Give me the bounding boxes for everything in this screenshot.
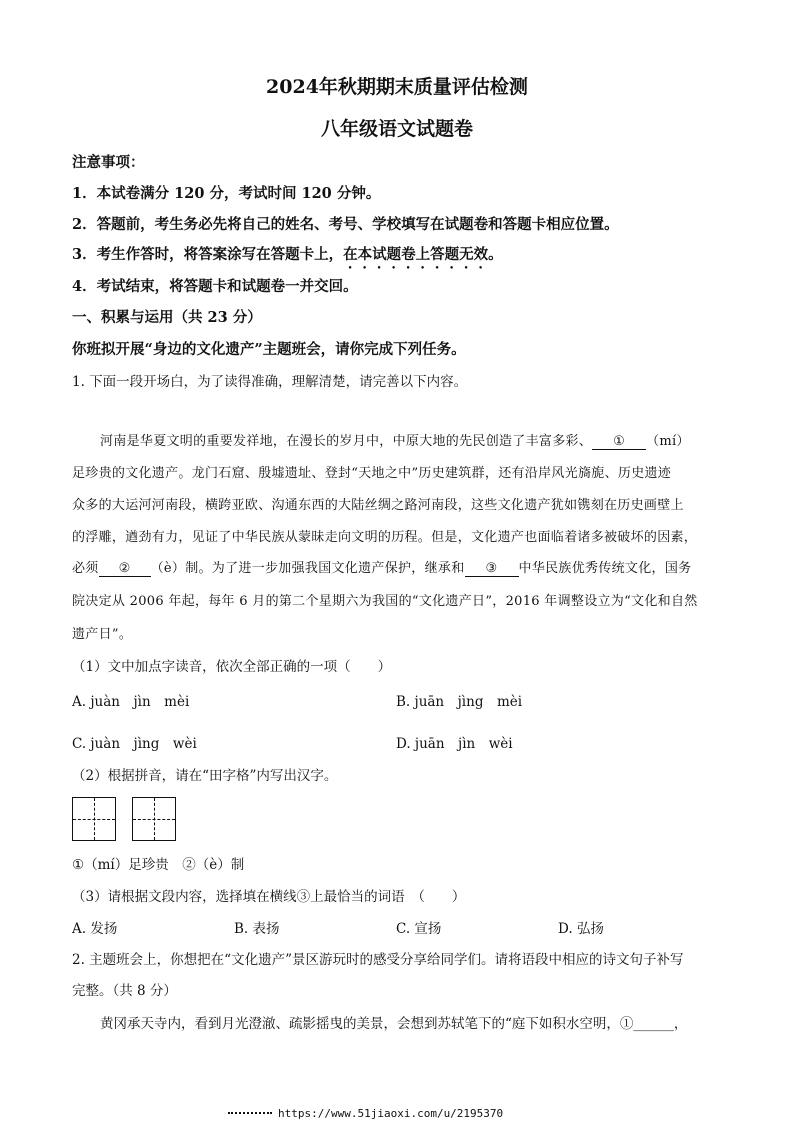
note-3-end: 。 (488, 246, 503, 263)
passage-text: 河南是华夏文明的重要发祥地，在漫长的岁月中，中原大地的先民创造了丰富多彩、 (100, 434, 593, 449)
q2-stem-line-2: 完整。（共 8 分） (72, 983, 177, 999)
footer-url (228, 1107, 503, 1120)
q1-stem: 1. 下面一段开场白，为了读得准确，理解清楚，请完善以下内容。 (72, 374, 468, 390)
blank-2: ② (99, 561, 151, 577)
section-heading: 一、积累与运用（共 23 分） (72, 309, 262, 326)
exam-subtitle: 八年级语文试题卷 (320, 118, 473, 140)
q1-passage-line-3: 众多的大运河河南段，横跨亚欧、沟通东西的大陆丝绸之路河南段，这些文化遗产犹如镌刻在历史画壁上 (72, 498, 684, 513)
passage-pinyin: （mí） (646, 434, 690, 449)
q1-passage-line-1 (100, 430, 690, 450)
q1-sub3: （3）请根据文段内容，选择填在横线③上最恰当的词语 （ ） (72, 889, 466, 905)
q2-line-1: 黄冈承天寺内，看到月光澄澈、疏影摇曳的美景，会想到苏轼笔下的“庭下如积水空明，①______， (100, 1016, 688, 1032)
blank-1: ① (592, 434, 646, 450)
section-intro: 你班拟开展“身边的文化遗产”主题班会，请你完成下列任务。 (72, 341, 466, 358)
tianzige-box-2[interactable] (132, 797, 176, 841)
note-4: 4．考试结束，将答题卡和试题卷一并交回。 (72, 278, 358, 295)
footer-url-text: https://www.51jiaoxi.com/u/2195370 (278, 1107, 504, 1120)
passage-text: （è）制。为了进一步加强我国文化遗产保护，继承和 (150, 561, 465, 576)
passage-text: 中华民族优秀传统文化，国务 (518, 561, 692, 576)
option-a: A. juàn jìn mèi (72, 694, 190, 710)
tianzige-box-1[interactable] (72, 797, 116, 841)
q1-sub1: （1）文中加点字读音，依次全部正确的一项（ ） (72, 659, 392, 675)
option-c: C. juàn jìng wèi (72, 736, 197, 752)
q1-sub2-pinyin: ①（mí）足珍贵 ②（è）制 (72, 857, 245, 873)
q1-passage-line-6: 院决定从 2006 年起，每年 6 月的第二个星期六为我国的“文化遗产日”，2016 年调整设立为“文化和自然 (72, 594, 698, 609)
choice-c: C. 宣扬 (396, 921, 442, 937)
note-3-text: 3．考生作答时，将答案涂写在答题卡上， (72, 246, 344, 263)
choice-b: B. 表扬 (234, 921, 280, 937)
notes-heading: 注意事项： (72, 154, 145, 171)
note-3 (72, 243, 503, 272)
blank-3: ③ (465, 561, 519, 577)
choice-d: D. 弘扬 (558, 921, 604, 937)
q1-passage-line-5 (72, 557, 691, 577)
footer-logo-icon (228, 1112, 272, 1117)
q1-sub2: （2）根据拼音，请在“田字格”内写出汉字。 (72, 768, 338, 784)
option-b: B. juān jìng mèi (396, 694, 523, 710)
q1-passage-line-7: 遗产日”。 (72, 627, 133, 642)
note-1: 1．本试卷满分 120 分，考试时间 120 分钟。 (72, 185, 381, 202)
q1-passage-line-4: 的浮雕，遒劲有力，见证了中华民族从蒙昧走向文明的历程。但是，文化遗产也面临着诸多被破坏的因素， (72, 530, 698, 545)
exam-title: 2024年秋期期末质量评估检测 (266, 76, 528, 98)
q2-stem-line-1: 2. 主题班会上，你想把在“文化遗产”景区游玩时的感受分享给同学们。请将语段中相应的诗文句子补写 (72, 952, 684, 968)
option-d: D. juān jìn wèi (396, 736, 513, 752)
note-3-emphasis: 在本试题卷上答题无效 (343, 246, 489, 263)
choice-a: A. 发扬 (72, 921, 118, 937)
q1-passage-line-2: 足珍贵的文化遗产。龙门石窟、殷墟遗址、登封“天地之中”历史建筑群，还有沿岸风光旖旎、历史遗迹 (72, 466, 672, 481)
passage-text: 必须 (72, 561, 99, 576)
note-2: 2．答题前，考生务必先将自己的姓名、考号、学校填写在试题卷和答题卡相应位置。 (72, 216, 619, 233)
